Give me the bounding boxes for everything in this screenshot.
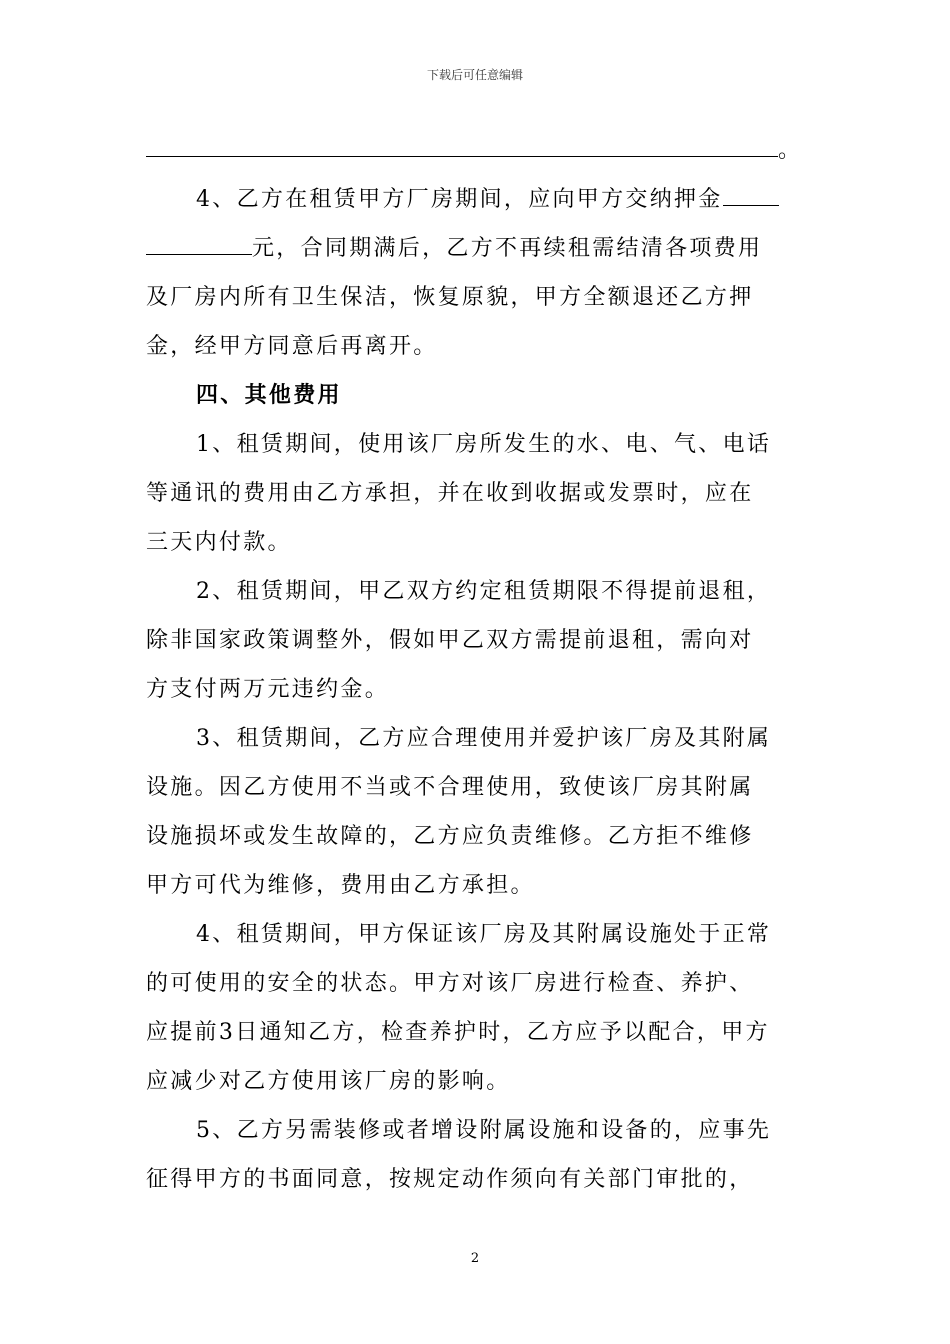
- blank-underline: [723, 175, 779, 206]
- document-body: [146, 126, 806, 1204]
- line-suffix: 。: [778, 138, 803, 163]
- text-line: 应提前3日通知乙方，检查养护时，乙方应予以配合，甲方: [146, 1020, 770, 1045]
- text-line: 3、租赁期间，乙方应合理使用并爱护该厂房及其附属: [196, 726, 772, 751]
- text-line: 5、乙方另需装修或者增设附属设施和设备的，应事先: [196, 1118, 772, 1143]
- text-line: [146, 175, 806, 224]
- text-line: 设施。因乙方使用不当或不合理使用，致使该厂房其附属: [146, 775, 754, 800]
- text-line: 方支付两万元违约金。: [146, 677, 390, 702]
- text-line: 2、租赁期间，甲乙双方约定租赁期限不得提前退租，: [196, 579, 772, 604]
- text-line: 应减少对乙方使用该厂房的影响。: [146, 1069, 511, 1094]
- text-line: 甲方可代为维修，费用由乙方承担。: [146, 873, 535, 898]
- text-line: 的可使用的安全的状态。甲方对该厂房进行检查、养护、: [146, 971, 754, 996]
- blank-underline: [146, 126, 778, 157]
- section-heading: 四、其他费用: [196, 382, 342, 408]
- page-number: 2: [470, 1251, 480, 1266]
- text-line: 4、租赁期间，甲方保证该厂房及其附属设施处于正常: [196, 922, 772, 947]
- text-line: 除非国家政策调整外，假如甲乙双方需提前退租，需向对: [146, 628, 754, 653]
- text-line: 金，经甲方同意后再离开。: [146, 334, 438, 359]
- text-line: 1、租赁期间，使用该厂房所发生的水、电、气、电话: [196, 432, 772, 457]
- line-text: 4、乙方在租赁甲方厂房期间，应向甲方交纳押金: [196, 187, 723, 212]
- text-line: [146, 224, 806, 273]
- blank-underline: [146, 224, 252, 255]
- text-line: 三天内付款。: [146, 530, 292, 555]
- line-text: 元，合同期满后，乙方不再续租需结清各项费用: [252, 236, 763, 261]
- text-line: 及厂房内所有卫生保洁，恢复原貌，甲方全额退还乙方押: [146, 285, 754, 310]
- text-line: 征得甲方的书面同意，按规定动作须向有关部门审批的，: [146, 1167, 754, 1192]
- text-line: 等通讯的费用由乙方承担，并在收到收据或发票时，应在: [146, 481, 754, 506]
- text-line: 设施损坏或发生故障的，乙方应负责维修。乙方拒不维修: [146, 824, 754, 849]
- text-line: [146, 126, 806, 175]
- page-header: 下载后可任意编辑: [426, 68, 523, 82]
